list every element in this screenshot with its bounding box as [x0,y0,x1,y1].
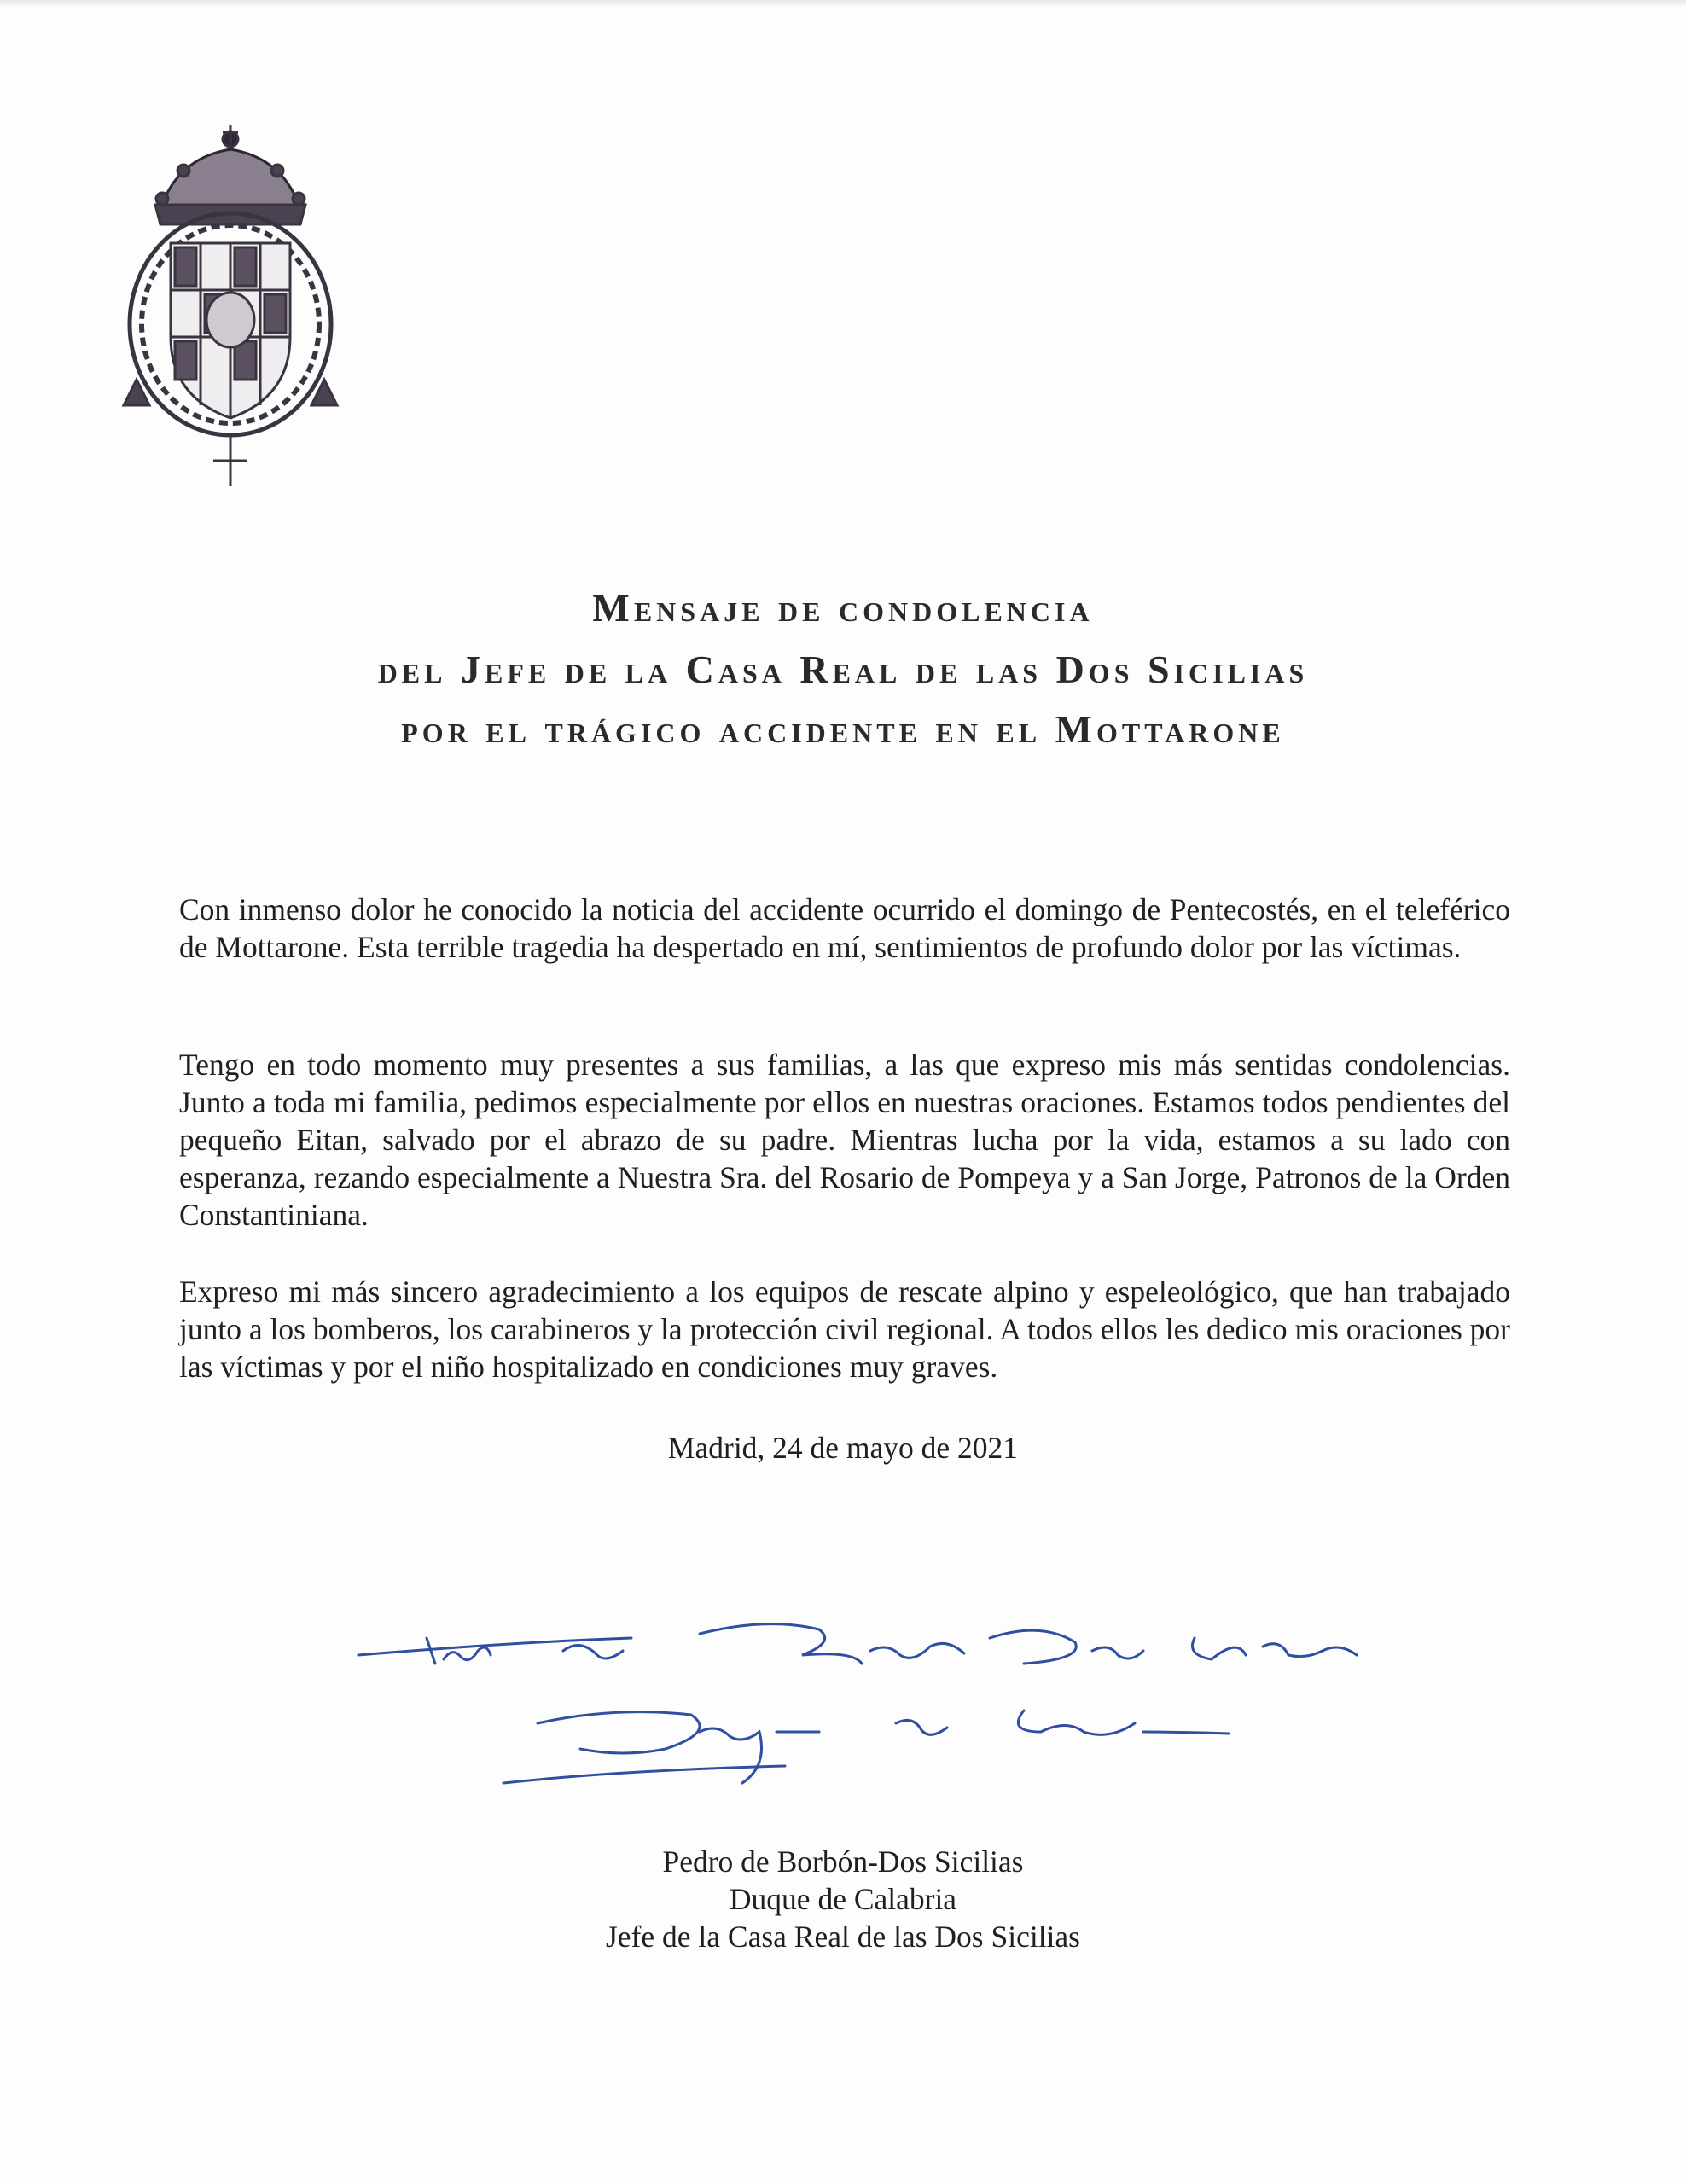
place-and-date: Madrid, 24 de mayo de 2021 [667,1431,1019,1465]
body-paragraph-1: Con inmenso dolor he conocido la noticia del accidente ocurrido el domingo de Pentecostés, en el teleférico de Mottarone. Esta terrible tragedia ha despertado en mí, sentimientos de profundo dolor por las víctimas. [179,892,1510,964]
title-line-1: Mensaje de condolencia [592,586,1094,630]
body-paragraph-3: Expreso mi más sincero agradecimiento a los equipos de rescate alpino y espeleológico, que han trabajado junto a los bomberos, los carabineros y la protección civil regional. A todos ellos les dedico mis oraciones por las víctimas y por el niño hospitalizado en condiciones muy graves. [179,1274,1510,1384]
royal-coat-of-arms-icon [102,124,358,491]
signer-title: Duque de Calabria [729,1882,957,1916]
handwritten-signature [341,1604,1391,1800]
body-paragraph-2: Tengo en todo momento muy presentes a sus familias, a las que expreso mis más sentidas condolencias. Junto a toda mi familia, pedimos especialmente por ellos en nuestras oraciones. Estamos todos pendientes del pequeño Eitan, salvado por el abrazo de su padre. Mientras lucha por la vida, estamos a su lado con esperanza, rezando especialmente a Nuestra Sra. del Rosario de Pompeya y a San Jorge, Patronos de la Orden Constantiniana. [179,1047,1510,1232]
signer-role: Jefe de la Casa Real de las Dos Sicilias [605,1920,1080,1954]
title-line-2: del Jefe de la Casa Real de las Dos Sicilias [377,648,1309,691]
title-line-3: por el trágico accidente en el Mottarone [401,707,1285,751]
signer-name: Pedro de Borbón-Dos Sicilias [662,1844,1024,1879]
page-edge-shadow [0,0,1686,7]
